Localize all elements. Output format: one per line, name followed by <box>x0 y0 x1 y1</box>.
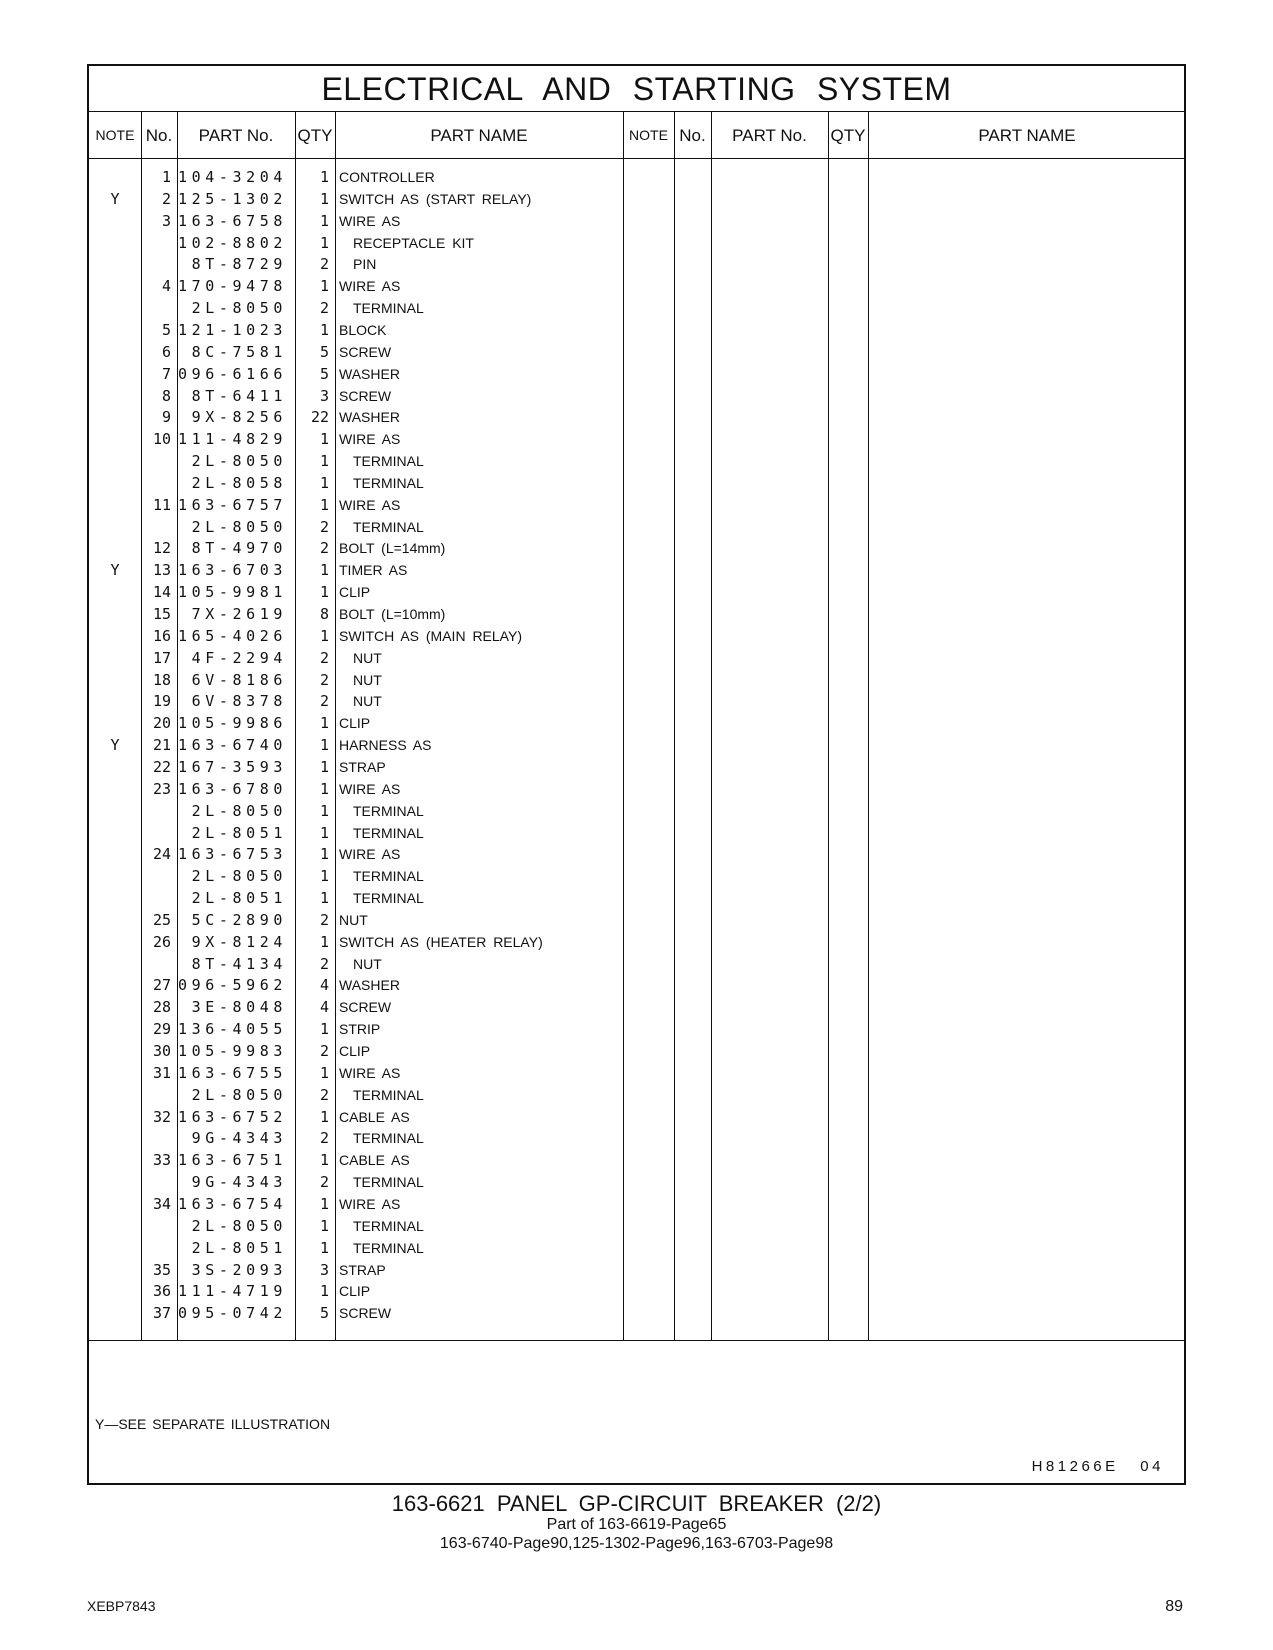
row-number: 19 <box>152 692 171 711</box>
table-row <box>89 1127 623 1150</box>
row-quantity: 1 <box>319 801 329 820</box>
row-quantity: 2 <box>319 648 329 667</box>
row-quantity: 1 <box>319 1107 329 1126</box>
row-quantity: 1 <box>319 1151 329 1170</box>
row-part-name: WASHER <box>339 977 400 994</box>
row-part-number: 163-6751 <box>177 1151 287 1170</box>
row-part-number: 7X-2619 <box>191 605 287 623</box>
row-quantity: 1 <box>319 473 329 492</box>
row-part-number: 125-1302 <box>177 189 287 208</box>
row-quantity: 1 <box>319 233 329 252</box>
table-row <box>89 428 623 451</box>
row-part-name: TERMINAL <box>353 802 424 819</box>
row-part-number: 163-6757 <box>177 495 287 514</box>
row-quantity: 1 <box>319 736 329 755</box>
caption-part-of: Part of 163-6619-Page65 <box>546 1516 727 1533</box>
row-part-name: CABLE AS <box>339 1108 410 1125</box>
row-part-name: TIMER AS <box>339 562 408 579</box>
row-part-name: TERMINAL <box>353 868 424 885</box>
table-row <box>89 1237 623 1260</box>
table-row <box>89 1259 623 1282</box>
row-quantity: 4 <box>319 976 329 995</box>
row-part-number: 167-3593 <box>177 757 287 776</box>
row-number: 36 <box>152 1282 171 1301</box>
row-part-number: 2L-8050 <box>191 867 287 886</box>
row-part-name: WIRE AS <box>339 1195 401 1212</box>
row-part-number: 163-6753 <box>177 845 287 864</box>
table-row <box>89 166 623 189</box>
table-row <box>89 1149 623 1172</box>
table-row <box>89 1171 623 1194</box>
row-part-number: 5C-2890 <box>191 910 287 929</box>
row-part-name: BLOCK <box>339 321 387 338</box>
row-part-number: 111-4829 <box>177 430 287 449</box>
header-no: No. <box>145 126 173 145</box>
row-part-name: TERMINAL <box>353 1130 424 1147</box>
row-part-name: TERMINAL <box>353 1239 424 1256</box>
row-quantity: 2 <box>319 954 329 973</box>
row-part-number: 2L-8058 <box>191 473 287 492</box>
row-quantity: 2 <box>319 299 329 318</box>
row-part-name: NUT <box>353 671 382 688</box>
row-part-name: TERMINAL <box>353 890 424 907</box>
table-row <box>89 756 623 779</box>
row-note: Y <box>110 189 120 208</box>
row-part-name: BOLT (L=14mm) <box>339 540 446 557</box>
row-part-name: WASHER <box>339 409 400 426</box>
row-part-number: 163-6755 <box>177 1063 287 1082</box>
row-part-number: 105-9983 <box>177 1042 287 1060</box>
table-row <box>89 1280 623 1303</box>
row-quantity: 3 <box>319 1260 329 1279</box>
row-part-number: 9X-8256 <box>191 408 287 427</box>
row-part-number: 8T-4970 <box>191 539 287 558</box>
row-number: 15 <box>152 605 171 623</box>
row-quantity: 2 <box>319 1085 329 1104</box>
row-quantity: 1 <box>319 189 329 208</box>
row-note: Y <box>110 561 120 580</box>
table-row <box>89 822 623 845</box>
row-part-name: SWITCH AS (START RELAY) <box>339 190 532 207</box>
row-part-number: 2L-8050 <box>191 517 287 536</box>
row-part-name: WIRE AS <box>339 278 401 295</box>
row-quantity: 1 <box>319 452 329 471</box>
footnote: Y—SEE SEPARATE ILLUSTRATION <box>95 1416 331 1432</box>
row-quantity: 1 <box>319 320 329 339</box>
row-part-name: WIRE AS <box>339 496 401 513</box>
row-quantity: 1 <box>319 779 329 798</box>
row-part-number: 9X-8124 <box>191 932 287 951</box>
header-no-right: No. <box>679 126 706 145</box>
row-part-name: TERMINAL <box>353 1174 424 1191</box>
row-quantity: 1 <box>319 932 329 951</box>
table-row <box>89 734 623 757</box>
table-row <box>89 669 623 692</box>
row-part-number: 111-4719 <box>177 1282 287 1301</box>
row-part-number: 105-9981 <box>177 583 287 602</box>
table-row <box>89 537 623 560</box>
row-quantity: 1 <box>319 430 329 449</box>
row-part-name: CLIP <box>339 1283 371 1300</box>
row-part-name: STRIP <box>339 1021 381 1038</box>
row-part-name: WASHER <box>339 365 400 382</box>
row-part-number: 8C-7581 <box>191 342 287 361</box>
row-quantity: 5 <box>319 342 329 361</box>
table-row <box>89 603 623 626</box>
page-title: ELECTRICAL AND STARTING SYSTEM <box>321 71 952 107</box>
row-part-name: SWITCH AS (HEATER RELAY) <box>339 933 543 950</box>
row-number: 37 <box>152 1304 171 1323</box>
row-part-number: 136-4055 <box>177 1020 287 1039</box>
row-part-name: TERMINAL <box>353 453 424 470</box>
table-row <box>89 865 623 888</box>
row-part-number: 2L-8051 <box>191 1238 287 1257</box>
row-part-name: TERMINAL <box>353 474 424 491</box>
row-part-name: WIRE AS <box>339 846 401 863</box>
row-quantity: 2 <box>319 517 329 536</box>
col-divider <box>711 112 712 1340</box>
row-quantity: 2 <box>319 1129 329 1148</box>
row-quantity: 3 <box>319 386 329 405</box>
header-part-name: PART NAME <box>430 126 528 145</box>
row-number: 24 <box>152 845 171 864</box>
row-part-name: WIRE AS <box>339 780 401 797</box>
table-row <box>89 1084 623 1107</box>
table-row <box>89 581 623 604</box>
row-part-name: CLIP <box>339 1043 371 1059</box>
row-part-number: 165-4026 <box>177 626 287 645</box>
row-number: 12 <box>152 539 171 558</box>
row-quantity: 1 <box>319 1063 329 1082</box>
row-number: 9 <box>161 408 171 427</box>
row-part-number: 102-8802 <box>177 233 287 252</box>
row-number: 16 <box>152 626 171 645</box>
row-part-number: 8T-6411 <box>191 386 287 405</box>
table-row <box>89 953 623 976</box>
row-quantity: 5 <box>319 364 329 383</box>
row-part-number: 3E-8048 <box>191 998 287 1017</box>
row-number: 13 <box>152 561 171 580</box>
row-part-number: 163-6703 <box>177 561 287 580</box>
row-number: 8 <box>161 386 171 405</box>
parts-table-frame <box>87 64 1186 1485</box>
row-part-number: 9G-4343 <box>191 1173 287 1192</box>
row-quantity: 1 <box>319 583 329 602</box>
row-quantity: 1 <box>319 714 329 733</box>
row-number: 35 <box>152 1260 171 1279</box>
row-number: 21 <box>152 736 171 755</box>
row-quantity: 2 <box>319 255 329 274</box>
row-part-name: SCREW <box>339 387 392 404</box>
row-part-name: CLIP <box>339 715 371 732</box>
row-quantity: 1 <box>319 495 329 514</box>
row-part-name: TERMINAL <box>353 300 424 317</box>
table-row <box>89 887 623 910</box>
row-quantity: 1 <box>319 867 329 886</box>
table-row <box>89 843 623 866</box>
row-part-number: 104-3204 <box>177 168 287 186</box>
row-number: 31 <box>152 1063 171 1082</box>
row-number: 27 <box>152 976 171 995</box>
row-number: 10 <box>152 430 171 449</box>
row-quantity: 1 <box>319 823 329 842</box>
row-number: 6 <box>161 342 171 361</box>
table-row <box>89 1302 623 1325</box>
row-quantity: 1 <box>319 757 329 776</box>
table-row <box>89 996 623 1019</box>
row-quantity: 4 <box>319 998 329 1017</box>
header-qty-right: QTY <box>830 126 866 145</box>
row-part-number: 8T-8729 <box>191 255 287 274</box>
row-number: 17 <box>152 648 171 667</box>
header-note-right: NOTE <box>629 127 668 143</box>
table-row <box>89 232 623 255</box>
row-number: 3 <box>161 211 171 230</box>
table-row <box>89 188 623 211</box>
table-row <box>89 494 623 517</box>
row-part-number: 4F-2294 <box>191 648 287 667</box>
row-quantity: 1 <box>319 889 329 908</box>
row-note: Y <box>110 736 120 755</box>
table-row <box>89 1106 623 1129</box>
row-number: 33 <box>152 1151 171 1170</box>
row-part-name: TERMINAL <box>353 1217 424 1234</box>
row-part-number: 121-1023 <box>177 320 287 339</box>
row-part-number: 2L-8050 <box>191 1216 287 1235</box>
table-row <box>89 1040 623 1063</box>
table-row <box>89 1193 623 1216</box>
row-part-name: CABLE AS <box>339 1152 410 1169</box>
drawing-code: H81266E 04 <box>1031 1458 1164 1475</box>
row-part-number: 2L-8050 <box>191 299 287 318</box>
table-row <box>89 625 623 648</box>
col-divider <box>674 112 675 1340</box>
table-row <box>89 210 623 233</box>
table-row <box>89 253 623 276</box>
table-row <box>89 341 623 364</box>
row-part-name: BOLT (L=10mm) <box>339 606 446 622</box>
row-part-name: SCREW <box>339 999 392 1016</box>
col-divider <box>828 112 829 1340</box>
row-quantity: 1 <box>319 845 329 864</box>
row-part-name: CLIP <box>339 584 371 601</box>
row-part-number: 2L-8050 <box>191 1085 287 1104</box>
table-row <box>89 559 623 582</box>
table-row <box>89 297 623 320</box>
row-part-number: 6V-8378 <box>191 692 287 711</box>
row-part-number: 170-9478 <box>177 277 287 296</box>
table-row <box>89 1215 623 1238</box>
row-part-name: WIRE AS <box>339 431 401 448</box>
row-part-number: 163-6754 <box>177 1194 287 1213</box>
row-part-number: 163-6758 <box>177 211 287 230</box>
row-part-name: RECEPTACLE KIT <box>353 234 474 251</box>
table-row <box>89 472 623 495</box>
row-number: 32 <box>152 1107 171 1126</box>
row-number: 18 <box>152 670 171 689</box>
row-part-name: STRAP <box>339 1261 386 1278</box>
row-part-name: CONTROLLER <box>339 169 435 185</box>
row-quantity: 1 <box>319 1194 329 1213</box>
row-part-number: 163-6740 <box>177 736 287 755</box>
row-part-number: 2L-8051 <box>191 889 287 908</box>
row-quantity: 22 <box>310 408 329 427</box>
page-number: 89 <box>1165 1598 1183 1615</box>
row-quantity: 8 <box>319 605 329 623</box>
header-qty: QTY <box>297 126 333 145</box>
table-row <box>89 647 623 670</box>
row-part-name: SWITCH AS (MAIN RELAY) <box>339 627 522 644</box>
row-quantity: 1 <box>319 277 329 296</box>
row-quantity: 2 <box>319 1173 329 1192</box>
table-row <box>89 385 623 408</box>
row-part-name: TERMINAL <box>353 824 424 841</box>
row-part-number: 096-5962 <box>177 976 287 995</box>
row-part-number: 163-6780 <box>177 779 287 798</box>
row-part-number: 2L-8050 <box>191 801 287 820</box>
row-part-name: WIRE AS <box>339 1064 401 1081</box>
row-quantity: 2 <box>319 1042 329 1060</box>
row-part-number: 2L-8051 <box>191 823 287 842</box>
col-divider <box>868 112 869 1340</box>
row-part-name: TERMINAL <box>353 518 424 535</box>
document-id: XEBP7843 <box>87 1598 156 1614</box>
row-number: 14 <box>152 583 171 602</box>
table-row <box>89 1062 623 1085</box>
row-part-name: SCREW <box>339 1305 392 1322</box>
row-number: 34 <box>152 1194 171 1213</box>
row-part-name: SCREW <box>339 343 392 360</box>
row-quantity: 1 <box>319 1282 329 1301</box>
table-row <box>89 800 623 823</box>
row-number: 2 <box>161 189 171 208</box>
row-number: 25 <box>152 910 171 929</box>
row-part-number: 096-6166 <box>177 364 287 383</box>
row-part-number: 095-0742 <box>177 1304 287 1323</box>
row-part-name: NUT <box>353 649 382 666</box>
table-row <box>89 363 623 386</box>
caption-references: 163-6740-Page90,125-1302-Page96,163-6703-Page98 <box>439 1535 834 1552</box>
row-number: 30 <box>152 1042 171 1060</box>
row-number: 22 <box>152 757 171 776</box>
row-number: 26 <box>152 932 171 951</box>
row-part-name: HARNESS AS <box>339 737 432 754</box>
row-number: 29 <box>152 1020 171 1039</box>
row-number: 23 <box>152 779 171 798</box>
row-part-number: 2L-8050 <box>191 452 287 471</box>
header-part-name-right: PART NAME <box>978 126 1076 145</box>
row-quantity: 2 <box>319 670 329 689</box>
row-part-name: NUT <box>339 911 368 928</box>
row-number: 4 <box>161 277 171 296</box>
table-row <box>89 931 623 954</box>
row-part-name: STRAP <box>339 758 386 775</box>
row-part-name: TERMINAL <box>353 1086 424 1103</box>
row-part-number: 8T-4134 <box>191 954 287 973</box>
row-part-number: 163-6752 <box>177 1107 287 1126</box>
table-row <box>89 319 623 342</box>
table-row <box>89 1018 623 1041</box>
row-number: 5 <box>161 320 171 339</box>
table-row <box>89 778 623 801</box>
row-part-number: 6V-8186 <box>191 670 287 689</box>
row-number: 11 <box>152 495 171 514</box>
table-row <box>89 406 623 429</box>
row-number: 28 <box>152 998 171 1017</box>
header-part-no-right: PART No. <box>732 126 807 145</box>
row-part-number: 105-9986 <box>177 714 287 733</box>
row-quantity: 2 <box>319 910 329 929</box>
caption-title: 163-6621 PANEL GP-CIRCUIT BREAKER (2/2) <box>391 1491 882 1516</box>
table-row <box>89 712 623 735</box>
header-part-no: PART No. <box>198 126 274 145</box>
row-quantity: 1 <box>319 168 329 186</box>
table-bottom-divider <box>89 1340 1184 1341</box>
row-quantity: 5 <box>319 1304 329 1323</box>
table-row <box>89 450 623 473</box>
header-note: NOTE <box>95 127 135 143</box>
row-quantity: 1 <box>319 561 329 580</box>
table-row <box>89 974 623 997</box>
row-part-name: NUT <box>353 955 382 972</box>
row-part-number: 9G-4343 <box>191 1129 287 1148</box>
row-quantity: 1 <box>319 626 329 645</box>
row-number: 20 <box>152 714 171 733</box>
table-row <box>89 516 623 539</box>
table-row <box>89 909 623 932</box>
table-row <box>89 690 623 713</box>
row-part-name: PIN <box>353 256 377 273</box>
row-number: 7 <box>161 364 171 383</box>
row-quantity: 1 <box>319 1020 329 1039</box>
row-quantity: 1 <box>319 1238 329 1257</box>
row-quantity: 1 <box>319 211 329 230</box>
row-quantity: 2 <box>319 692 329 711</box>
row-part-number: 3S-2093 <box>191 1260 287 1279</box>
row-part-name: WIRE AS <box>339 212 401 229</box>
row-quantity: 1 <box>319 1216 329 1235</box>
row-number: 1 <box>161 168 171 186</box>
row-part-name: NUT <box>353 693 382 710</box>
table-row <box>89 275 623 298</box>
row-quantity: 2 <box>319 539 329 558</box>
